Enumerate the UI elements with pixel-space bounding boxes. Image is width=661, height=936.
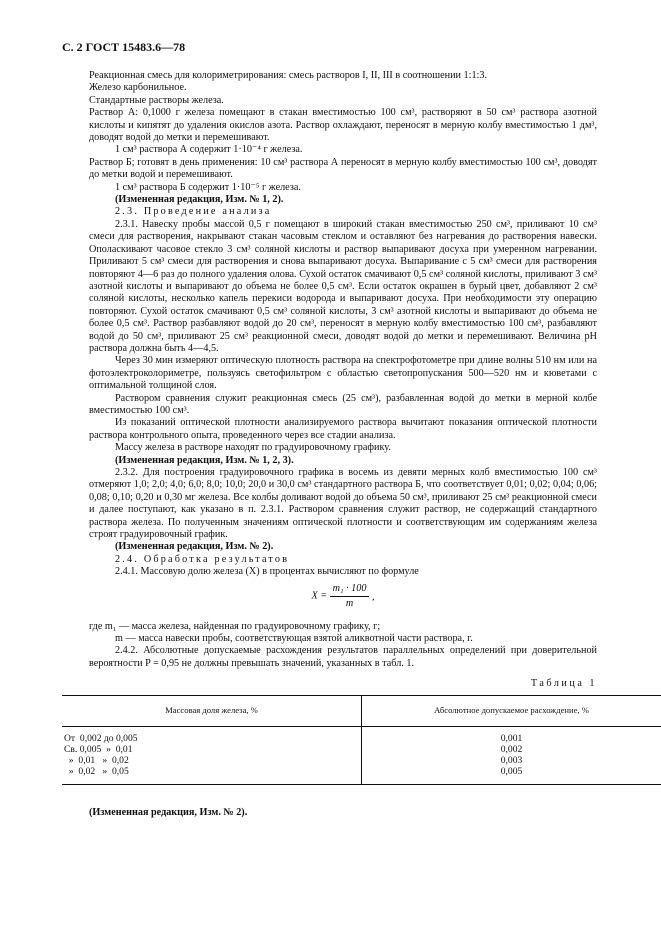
formula-tail: , xyxy=(372,590,375,602)
section-heading: 2.4. Обработка результатов xyxy=(115,553,290,565)
table-caption: Таблица 1 xyxy=(530,678,597,690)
range-cell: От 0,002 до 0,005 xyxy=(64,732,138,744)
section-heading: 2.3. Проведение анализа xyxy=(115,206,272,218)
formula-fraction xyxy=(330,583,370,611)
document-body xyxy=(64,70,597,819)
paragraph: где m₁ — масса железа, найденная по градуировочному графику, г; xyxy=(89,620,381,632)
paragraph: 1 см³ раствора Б содержит 1·10⁻⁵ г железа. xyxy=(115,181,301,193)
paragraph: Через 30 мин измеряют оптическую плотность раствора на спектрофотометре при длине волны 510 нм или на фотоэлектроколориметре, пользуясь светофильтром с областью светопропускания 500—520 нм и кюветами с оптимальной толщиной слоя. xyxy=(89,355,597,392)
paragraph: m — масса навески пробы, соответствующая взятой аликвотной части раствора, г. xyxy=(115,633,473,645)
paragraph: Раствором сравнения служит реакционная смесь (25 см³), разбавленная водой до метки в мерной колбе вместимостью 100 см³. xyxy=(89,392,597,416)
table-cell-values xyxy=(362,726,661,784)
amendment-note: (Измененная редакция, Изм. № 2). xyxy=(89,806,248,818)
formula-numerator: m₁ · 100 xyxy=(330,583,370,597)
range-cell: Св. 0,005 » 0,01 xyxy=(64,743,133,755)
value-cell: 0,001 xyxy=(500,732,523,744)
range-cell: » 0,02 » 0,05 xyxy=(64,766,129,778)
paragraph: 2.4.2. Абсолютные допускаемые расхождения результатов параллельных определений при доверительной вероятности P = 0,95 не должны превышать значений, указанных в табл. 1. xyxy=(89,645,597,669)
value-cell: 0,002 xyxy=(500,743,523,755)
range-cell: » 0,01 » 0,02 xyxy=(64,755,129,767)
table-cell-ranges xyxy=(62,726,362,784)
paragraph: Раствор Б; готовят в день применения: 10 см³ раствора А переносят в мерную колбу вместимостью 100 см³, доводят до метки водой и перемешивают. xyxy=(89,156,597,181)
paragraph: 2.3.1. Навеску пробы массой 0,5 г помещают в широкий стакан вместимостью 250 см³, приливают 10 см³ смеси для растворения, накрывают стакан часовым стеклом и оставляют без нагревания до растворения навески. Ополаскивают часовое стекло 3 см³ соляной кислоты и раствор выпаривают досуха при умеренном нагревании. Приливают 5 см³ смеси для растворения и снова выпаривают досуха. Выпаривание с 5 см³ смеси для растворения повторяют 4—6 раз до полного удаления олова. Сухой остаток смачивают 0,5 см³ соляной кислоты, приливают 3 см³ азотной кислоты и выпаривают до объема не более 0,5 см³. Если остаток окрашен в бурый цвет, добавляют 2 см³ соляной кислоты, несколько капель перекиси водорода и выпаривают досуха. При необходимости эту операцию повторяют. Сухой остаток смачивают 0,5 см³ соляной кислоты, 3 см³ азотной кислоты и выпаривают до объема не более 0,5 см³. Раствор разбавляют водой до 20 см³, переносят в мерную колбу вместимостью 100 см³, разбавляют водой до 50 см³, приливают 25 см³ реакционной смеси, доводят водой до метки и перемешивают. Величина pH раствора должна быть 4—4,5. xyxy=(89,218,597,354)
formula-denominator: m xyxy=(345,598,354,610)
amendment-note: (Измененная редакция, Изм. № 2). xyxy=(115,541,274,553)
formula-lhs: X = xyxy=(311,590,328,602)
formula xyxy=(89,583,597,617)
page-header: С. 2 ГОСТ 15483.6—78 xyxy=(62,40,186,54)
table-header-cell: Абсолютное допускаемое расхождение, % xyxy=(362,695,661,726)
paragraph: 2.4.1. Массовую долю железа (X) в процентах вычисляют по формуле xyxy=(115,566,419,578)
paragraph: Из показаний оптической плотности анализируемого раствора вычитают показания оптической плотности раствора контрольного опыта, проведенного через все стадии анализа. xyxy=(89,417,597,441)
table-header-cell: Массовая доля железа, % xyxy=(62,695,362,726)
paragraph: Реакционная смесь для колориметрирования: смесь растворов I, II, III в соотношении 1:1:3. xyxy=(89,70,488,81)
data-table xyxy=(62,695,661,785)
paragraph: Железо карбонильное. xyxy=(89,82,187,94)
paragraph: 2.3.2. Для построения градуировочного графика в восемь из девяти мерных колб вместимостью 100 см³ отмеряют 1,0; 2,0; 4,0; 6,0; 8,0; 10,0; 20,0 и 30,0 см³ стандартного раствора Б, что соответствует 0,01; 0,02; 0,04; 0,06; 0,08; 0,10; 0,20 и 0,30 мг железа. Все колбы доливают водой до объема 50 см³, приливают 25 см³ реакционной смеси и далее поступают, как указано в п. 2.3.1. Раствором сравнения служит раствор, не содержащий стандартного раствора железа. По полученным значениям оптической плотности и соответствующим им содержаниям железа строят градуировочный график. xyxy=(89,467,597,541)
paragraph: Массу железа в растворе находят по градуировочному графику. xyxy=(115,442,391,454)
value-cell: 0,003 xyxy=(500,755,523,767)
amendment-note: (Измененная редакция, Изм. № 1, 2, 3). xyxy=(115,454,294,466)
paragraph: Раствор А: 0,1000 г железа помещают в стакан вместимостью 100 см³, растворяют в 50 см³ раствора азотной кислоты и кипятят до удаления окислов азота. Раствор охлаждают, переносят в мерную колбу вместимостью 1 дм³, доводят водой до метки и перемешивают. xyxy=(89,107,597,144)
value-cell: 0,005 xyxy=(500,766,523,778)
table-row xyxy=(62,726,661,784)
amendment-note: (Измененная редакция, Изм. № 1, 2). xyxy=(115,194,284,206)
paragraph: 1 см³ раствора А содержит 1·10⁻⁴ г железа. xyxy=(115,144,303,156)
paragraph: Стандартные растворы железа. xyxy=(89,94,224,106)
